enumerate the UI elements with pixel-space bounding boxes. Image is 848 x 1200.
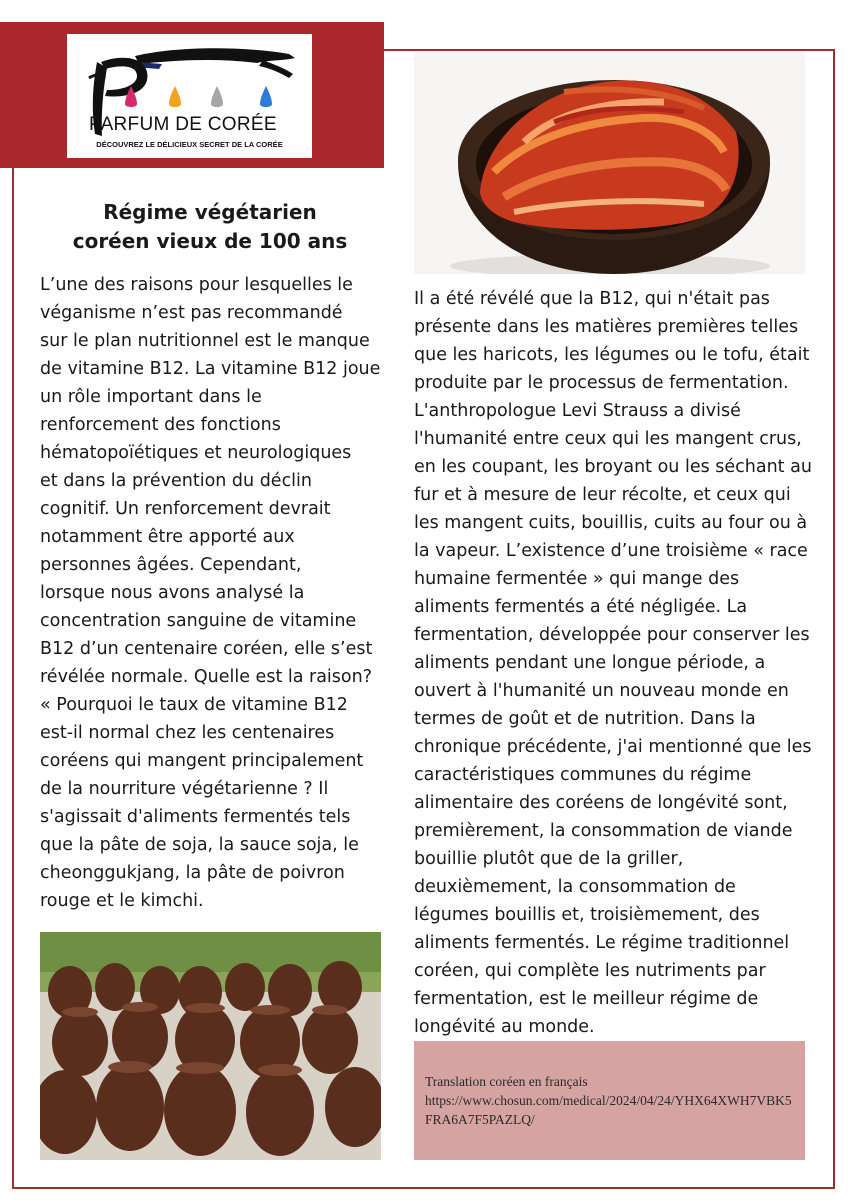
right-column-text: Il a été révélé que la B12, qui n'était pas présente dans les matières premières telles que les haricots, les légumes ou le tofu, était produite par le processus de fermentation. L'anthropologue Levi Strauss a divisé l'humanité entre ceux qui les mangent crus, en les coupant, les broyant ou les séchant au fur et à mesure de leur récolte, et ceux qui les mangent cuits, bouillis, cuits au four ou à la vapeur. L’existence d’une troisième « race humaine fermentée » qui mange des aliments fermentés a été négligée. La fermentation, développée pour conserver les aliments pendant une longue période, a ouvert à l'humanité un nouveau monde en termes de goût et de nutrition. Dans la chronique précédente, j'ai mentionné que les caractéristiques communes du régime alimentaire des coréens de longévité sont, premièrement, la consommation de viande bouillie plutôt que de la griller, deuxièmement, la consommation de légumes bouillis et, troisièmement, des aliments fermentés. Le régime traditionnel coréen, qui complète les nutriments par fermentation, est le meilleur régime de longévité au monde. [414, 289, 812, 1037]
logo-title: PARFUM DE CORÉE [89, 114, 277, 135]
kimchi-bowl-image [414, 52, 805, 274]
source-url[interactable]: https://www.chosun.com/medical/2024/04/24/YHX64XWH7VBK5FRA6A7F5PAZLQ/ [425, 1093, 792, 1127]
article-title: Régime végétarien coréen vieux de 100 ans [72, 200, 348, 253]
fermentation-jars-photo [40, 932, 381, 1160]
left-column-text: L’une des raisons pour lesquelles le véganisme n’est pas recommandé sur le plan nutritionnel est le manque de vitamine B12. La vitamine B12 joue un rôle important dans le renforcement des fonctions hématopoïétiques et neurologiques et dans la prévention du déclin cognitif. Un renforcement devrait notamment être apporté aux personnes âgées. Cependant, lorsque nous avons analysé la concentration sanguine de vitamine B12 d’un centenaire coréen, elle s’est révélée normale. Quelle est la raison? « Pourquoi le taux de vitamine B12 est-il normal chez les centenaires coréens qui mangent principalement de la nourriture végétarienne ? Il s'agissait d'aliments fermentés tels que la pâte de soja, la sauce soja, le cheonggukjang, la pâte de poivron rouge et le kimchi. [40, 275, 381, 911]
logo-tagline: DÉCOUVREZ LE DÉLICIEUX SECRET DE LA CORÉE [96, 140, 283, 149]
kimchi-photo [414, 52, 805, 274]
source-box [414, 1041, 805, 1160]
source-note: Translation coréen en français [425, 1074, 588, 1089]
logo [67, 34, 312, 158]
onggi-jars-image [40, 932, 381, 1160]
